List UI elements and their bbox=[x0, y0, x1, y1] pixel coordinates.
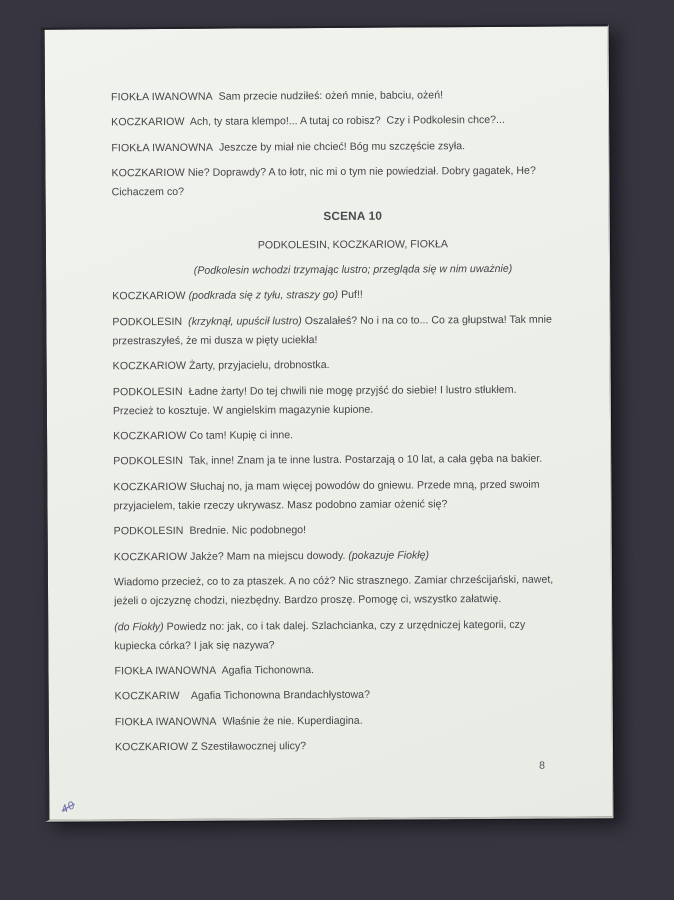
stage-direction: (pokazuje Fiokłę) bbox=[348, 549, 430, 562]
speaker-name: PODKOLESIN bbox=[112, 315, 183, 328]
script-paragraph bbox=[114, 659, 596, 681]
speaker-name: KOCZKARIOW bbox=[113, 430, 187, 443]
script-paragraph bbox=[115, 685, 597, 707]
dialogue-text: Sam przecie nudziłeś: ożeń mnie, babciu, ożeń! bbox=[212, 89, 444, 103]
script-paragraph bbox=[111, 136, 593, 158]
script-paragraph bbox=[112, 206, 594, 228]
script-paragraph bbox=[112, 310, 594, 352]
speaker-name: KOCZKARIOW bbox=[111, 166, 185, 180]
dialogue-text: Nie? Doprawdy? A to łotr, nic mi o tym nie powiedział. Dobry gagatek, He? Cichaczem co? bbox=[111, 164, 536, 199]
speaker-name: KOCZKARIW bbox=[114, 690, 180, 703]
script-paragraph bbox=[112, 259, 594, 281]
stage-direction: (do Fiokły) bbox=[114, 620, 164, 633]
speaker-name: KOCZKARIOW bbox=[111, 116, 185, 129]
dialogue-text: Puf!! bbox=[338, 289, 363, 302]
script-paragraph bbox=[114, 570, 596, 612]
stage-direction: (Podkolesin wchodzi trzymając lustro; przegląda się w nim uważnie) bbox=[193, 262, 513, 277]
script-text-block bbox=[111, 85, 597, 763]
script-paragraph bbox=[113, 475, 595, 517]
dialogue-text: Ach, ty stara klempo!... A tutaj co robisz? Czy i Podkolesin chce?... bbox=[184, 114, 505, 129]
script-paragraph bbox=[114, 520, 596, 542]
script-paragraph bbox=[115, 710, 597, 732]
speaker-name: FIOKŁA IWANOWNA bbox=[114, 664, 217, 678]
script-paragraph bbox=[111, 85, 593, 107]
speaker-name: KOCZKARIOW bbox=[114, 740, 189, 754]
dialogue-text: SCENA 10 bbox=[323, 209, 383, 224]
scanned-page bbox=[41, 24, 614, 821]
speaker-name: PODKOLESIN bbox=[113, 525, 184, 538]
script-paragraph bbox=[113, 425, 595, 447]
dialogue-text: Brednie. Nic podobnego! bbox=[183, 524, 307, 538]
speaker-name: FIOKŁA IWANOWNA bbox=[111, 141, 214, 154]
dialogue-text: Jeszcze by miał nie chcieć! Bóg mu szczęście zsyła. bbox=[213, 139, 466, 154]
dialogue-text: Oszalałeś? No i na co to... Co za głupstwa! Tak mnie przestraszyłeś, że mi dusza w pięty uciekła! bbox=[112, 313, 552, 348]
script-paragraph bbox=[113, 355, 595, 377]
dialogue-text: Powiedz no: jak, co i tak dalej. Szlachcianka, czy z urzędniczej kategorii, czy kupiecka córka? I jak się nazywa? bbox=[114, 618, 526, 653]
stage-direction: (krzyknął, upuścił lustro) bbox=[182, 314, 302, 328]
script-paragraph bbox=[111, 161, 593, 203]
dialogue-text: Słuchaj no, ja mam więcej powodów do gniewu. Przede mną, przed swoim przyjacielem, takie rzeczy ukrywasz. Masz podobno zamiar ożenić się? bbox=[113, 478, 540, 513]
script-paragraph bbox=[112, 285, 594, 307]
dialogue-text: Co tam! Kupię ci inne. bbox=[186, 429, 294, 443]
script-paragraph bbox=[111, 111, 593, 133]
script-paragraph bbox=[114, 545, 596, 567]
script-paragraph bbox=[113, 380, 595, 422]
speaker-name: PODKOLESIN bbox=[113, 455, 184, 468]
script-paragraph bbox=[115, 735, 597, 757]
stage-direction: (podkrada się z tyłu, straszy go) bbox=[185, 289, 339, 303]
dialogue-text: Jakże? Mam na miejscu dowody. bbox=[187, 549, 349, 563]
speaker-name: KOCZKARIOW bbox=[112, 360, 187, 373]
speaker-name: KOCZKARIOW bbox=[113, 550, 188, 563]
dialogue-text: Agafia Tichonowna. bbox=[216, 664, 315, 677]
dialogue-text: Ładne żarty! Do tej chwili nie mogę przyjść do siebie! I lustro stłukłem. Przecież to kosztuje. W angielskim magazynie kupione. bbox=[112, 383, 517, 418]
dialogue-text: Właśnie że nie. Kuperdiagina. bbox=[216, 714, 363, 728]
dialogue-text: Żarty, przyjacielu, drobnostka. bbox=[186, 359, 330, 373]
script-paragraph bbox=[112, 234, 594, 256]
speaker-name: KOCZKARIOW bbox=[113, 480, 187, 494]
dialogue-text: Agafia Tichonowna Brandachłystowa? bbox=[179, 689, 370, 703]
script-paragraph bbox=[113, 450, 595, 472]
script-paragraph bbox=[114, 615, 596, 657]
handwritten-annotation: 40 bbox=[59, 798, 78, 817]
speaker-name: FIOKŁA IWANOWNA bbox=[114, 715, 217, 729]
dialogue-text: Tak, inne! Znam ja te inne lustra. Postarzają o 10 lat, a cała gęba na bakier. bbox=[183, 453, 543, 468]
page-number: 8 bbox=[539, 759, 545, 772]
speaker-name: FIOKŁA IWANOWNA bbox=[110, 90, 213, 104]
dialogue-text: Z Szestiławocznej ulicy? bbox=[188, 740, 307, 753]
speaker-name: PODKOLESIN bbox=[112, 385, 183, 398]
speaker-name: KOCZKARIOW bbox=[112, 290, 186, 303]
dialogue-text: Wiadomo przecież, co to za ptaszek. A no cóż? Nic strasznego. Zamiar chrześcijański, nawet, jeżeli o ojczyznę chodzi, niezbędny. Bardzo proszę. Pomogę ci, wszystko załatwię. bbox=[113, 573, 554, 608]
dialogue-text: PODKOLESIN, KOCZKARIOW, FIOKŁA bbox=[257, 238, 449, 252]
